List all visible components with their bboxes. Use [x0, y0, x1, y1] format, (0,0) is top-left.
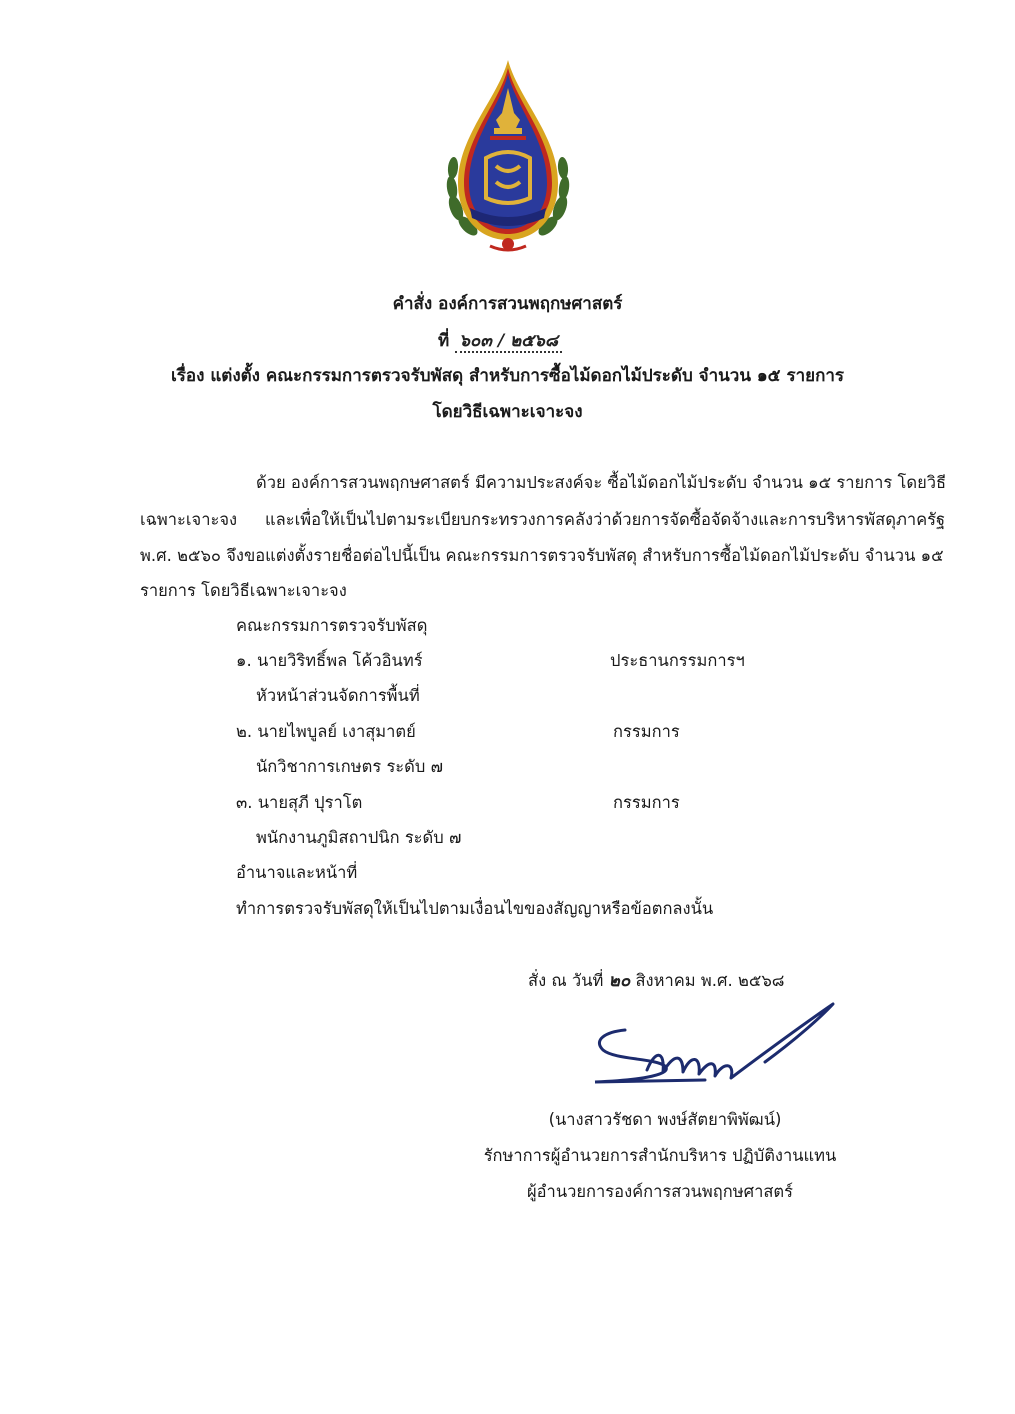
member-position: หัวหน้าส่วนจัดการพื้นที่ — [256, 686, 420, 705]
member-position: พนักงานภูมิสถาปนิก ระดับ ๗ — [256, 828, 462, 847]
body-line-4: รายการ โดยวิธีเฉพาะเจาะจง — [140, 581, 347, 600]
order-number-value: ๖๐๓ / ๒๕๖๘ — [455, 331, 562, 353]
body-line-2b: และเพื่อให้เป็นไปตามระเบียบกระทรวงการคลังว่าด้วยการจัดซื้อจัดจ้างและการบริหารพัสดุภาครัฐ — [265, 510, 946, 529]
order-date — [528, 967, 785, 994]
body-line-3: พ.ศ. ๒๕๖๐ จึงขอแต่งตั้งรายชื่อต่อไปนี้เป็น คณะกรรมการตรวจรับพัสดุ สำหรับการซื้อไม้ดอกไม้ประดับ จำนวน ๑๕ — [140, 546, 944, 565]
order-title: คำสั่ง องค์การสวนพฤกษศาสตร์ — [392, 294, 623, 314]
order-subject-line2: โดยวิธีเฉพาะเจาะจง — [432, 402, 583, 422]
date-rest: สิงหาคม พ.ศ. ๒๕๖๘ — [635, 971, 785, 990]
duty-heading: อำนาจและหน้าที่ — [236, 863, 358, 882]
date-day: ๒๐ — [608, 971, 631, 991]
member-name: ๓. นายสุภี ปุราโต — [236, 793, 363, 812]
organization-emblem — [440, 58, 576, 258]
signer-title-1: รักษาการผู้อำนวยการสำนักบริหาร ปฏิบัติงานแทน — [483, 1146, 837, 1165]
member-position: นักวิชาการเกษตร ระดับ ๗ — [256, 757, 444, 776]
handwritten-signature — [585, 1000, 840, 1095]
body-line-2a: เฉพาะเจาะจง — [140, 510, 238, 529]
order-subject: เรื่อง แต่งตั้ง คณะกรรมการตรวจรับพัสดุ สำหรับการซื้อไม้ดอกไม้ประดับ จำนวน ๑๕ รายการ — [170, 366, 845, 386]
member-role: กรรมการ — [613, 722, 680, 741]
signer-title-2: ผู้อำนวยการองค์การสวนพฤกษศาสตร์ — [526, 1182, 794, 1201]
member-role: ประธานกรรมการฯ — [610, 651, 745, 670]
signer-name: (นางสาวรัชดา พงษ์สัตยาพิพัฒน์) — [548, 1110, 782, 1129]
member-role: กรรมการ — [613, 793, 680, 812]
member-name: ๒. นายไพบูลย์ เงาสุมาตย์ — [236, 722, 416, 741]
order-number-prefix: ที่ — [438, 331, 450, 351]
duty-text: ทำการตรวจรับพัสดุให้เป็นไปตามเงื่อนไขของสัญญาหรือข้อตกลงนั้น — [236, 899, 714, 918]
member-name: ๑. นายวิริทธิ์พล โค้วอินทร์ — [236, 651, 423, 670]
body-line-1: ด้วย องค์การสวนพฤกษศาสตร์ มีความประสงค์จะ ซื้อไม้ดอกไม้ประดับ จำนวน ๑๕ รายการ โดยวิธี — [256, 473, 947, 492]
committee-heading: คณะกรรมการตรวจรับพัสดุ — [236, 616, 428, 635]
order-number — [438, 327, 562, 354]
date-prefix: สั่ง ณ วันที่ — [528, 971, 604, 990]
